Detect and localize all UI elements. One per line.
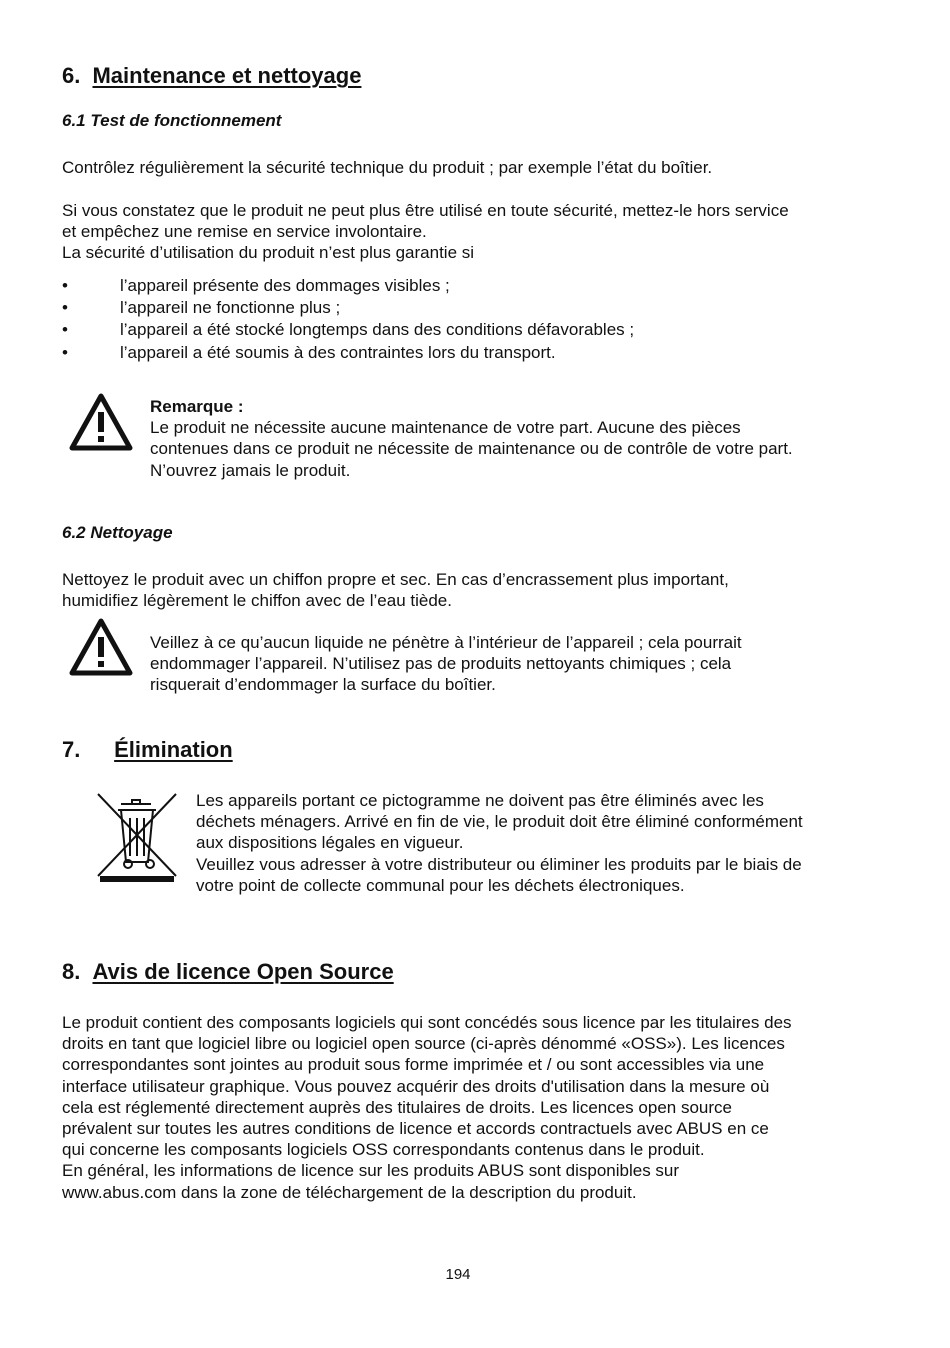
- bullet-icon: •: [62, 298, 68, 317]
- list-item-text: l’appareil ne fonctionne plus ;: [120, 298, 341, 317]
- warning-block: [150, 632, 742, 696]
- text-line: Les appareils portant ce pictogramme ne doivent pas être éliminés avec les: [196, 791, 764, 810]
- text-line: contenues dans ce produit ne nécessite de maintenance ou de contrôle de votre part.: [150, 439, 793, 459]
- text-line: déchets ménagers. Arrivé en fin de vie, le produit doit être éliminé conformément: [196, 812, 803, 832]
- note-label: Remarque :: [150, 397, 244, 416]
- text-line: Veillez à ce qu’aucun liquide ne pénètre à l’intérieur de l’appareil ; cela pourrait: [150, 633, 742, 652]
- text-line: Nettoyez le produit avec un chiffon propre et sec. En cas d’encrassement plus important,: [62, 570, 729, 589]
- text-line: Le produit contient des composants logiciels qui sont concédés sous licence par les titulaires des: [62, 1013, 792, 1032]
- text-line: En général, les informations de licence sur les produits ABUS sont disponibles sur: [62, 1161, 680, 1181]
- note-block: [150, 396, 793, 481]
- section-7-heading: [62, 737, 233, 763]
- text-line: endommager l’appareil. N’utilisez pas de produits nettoyants chimiques ; cela: [150, 654, 732, 674]
- text-line: cela est réglementé directement auprès des titulaires de droits. Les licences open source: [62, 1097, 732, 1117]
- text-line: humidifiez légèrement le chiffon avec de l’eau tiède.: [62, 591, 452, 611]
- paragraph: Contrôlez régulièrement la sécurité technique du produit ; par exemple l’état du boîtier.: [62, 158, 713, 177]
- crossed-out-wheelie-bin-icon: [96, 792, 178, 884]
- text-line: La sécurité d’utilisation du produit n’est plus garantie si: [62, 243, 475, 263]
- section-number: 6.: [62, 63, 81, 88]
- text-line: correspondantes sont jointes au produit sous forme imprimée et / ou sont accessibles via une: [62, 1055, 765, 1075]
- paragraph: [62, 569, 729, 611]
- bullet-icon: •: [62, 343, 68, 362]
- list-item-text: l’appareil présente des dommages visibles ;: [120, 276, 450, 295]
- text-line: interface utilisateur graphique. Vous pouvez acquérir des droits d'utilisation dans la mesure où: [62, 1076, 770, 1096]
- section-title: Élimination: [114, 737, 233, 762]
- text-line: et empêchez une remise en service involontaire.: [62, 222, 427, 242]
- opensource-text: [62, 1012, 792, 1203]
- warning-triangle-icon: [68, 617, 134, 677]
- text-line: Le produit ne nécessite aucune maintenance de votre part. Aucune des pièces: [150, 418, 741, 438]
- section-6-heading: [62, 63, 361, 89]
- section-number: 7.: [62, 737, 81, 762]
- text-line: prévalent sur toutes les autres conditions de licence et accords contractuels avec ABUS en ce: [62, 1119, 769, 1139]
- section-8-heading: [62, 959, 394, 985]
- text-line: www.abus.com dans la zone de téléchargement de la description du produit.: [62, 1182, 637, 1202]
- text-line: Si vous constatez que le produit ne peut plus être utilisé en toute sécurité, mettez-le hors service: [62, 201, 789, 220]
- text-line: droits en tant que logiciel libre ou logiciel open source (ci-après dénommé «OSS»). Les licences: [62, 1034, 785, 1054]
- section-title: Maintenance et nettoyage: [92, 63, 362, 88]
- page-number: 194: [445, 1266, 471, 1283]
- text-line: votre point de collecte communal pour les déchets électroniques.: [196, 875, 685, 895]
- paragraph: [62, 200, 789, 264]
- text-line: Veuillez vous adresser à votre distributeur ou éliminer les produits par le biais de: [196, 854, 802, 874]
- disposal-text: [196, 790, 803, 896]
- warning-triangle-icon: [68, 392, 134, 452]
- list-item-text: l’appareil a été soumis à des contraintes lors du transport.: [120, 343, 556, 362]
- section-number: 8.: [62, 959, 81, 984]
- subsection-heading-cleaning: 6.2 Nettoyage: [62, 523, 173, 542]
- text-line: aux dispositions légales en vigueur.: [196, 833, 464, 853]
- text-line: N’ouvrez jamais le produit.: [150, 460, 351, 480]
- section-title: Avis de licence Open Source: [92, 959, 394, 984]
- list-item-text: l’appareil a été stocké longtemps dans des conditions défavorables ;: [120, 320, 635, 339]
- bullet-icon: •: [62, 320, 68, 339]
- text-line: risquerait d’endommager la surface du boîtier.: [150, 675, 496, 695]
- text-line: qui concerne les composants logiciels OSS correspondants contenus dans le produit.: [62, 1140, 705, 1160]
- subsection-heading-test: 6.1 Test de fonctionnement: [62, 111, 282, 130]
- bullet-icon: •: [62, 276, 68, 295]
